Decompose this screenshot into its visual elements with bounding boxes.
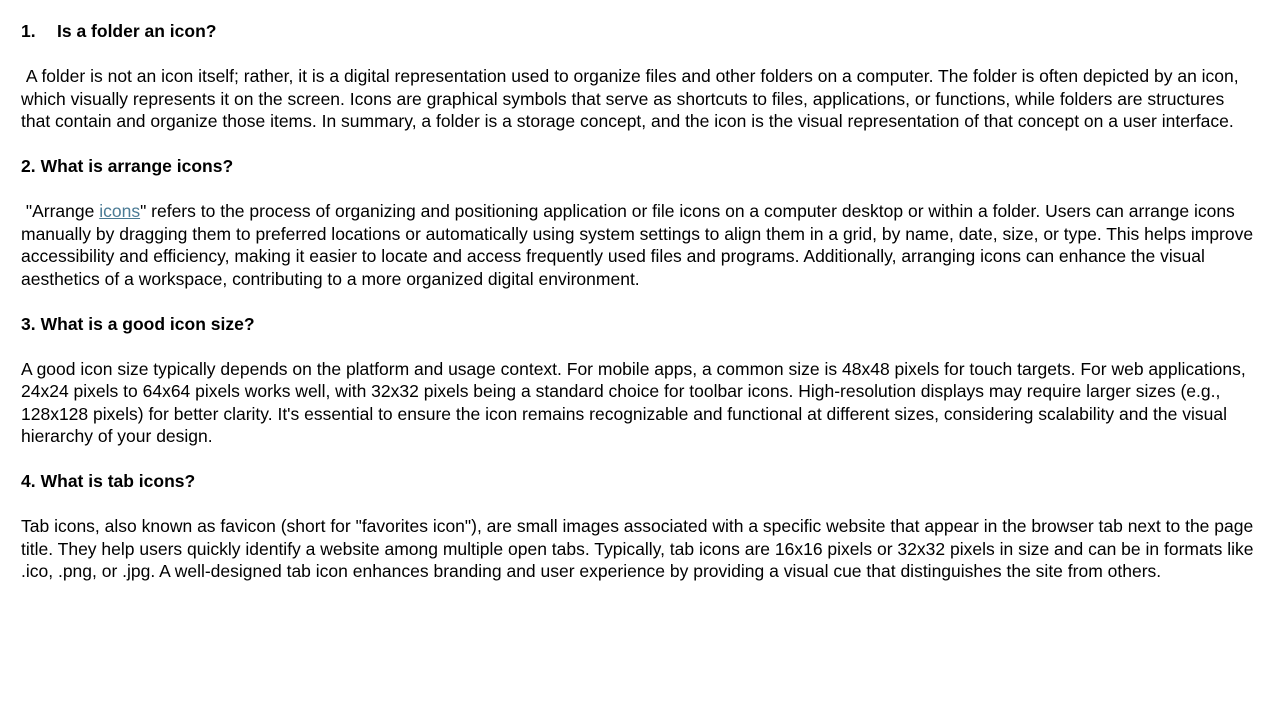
question-heading-3 [21,313,1258,336]
question-text-4: What is tab icons? [40,471,196,491]
question-heading-2 [21,155,1258,178]
question-text-3: What is a good icon size? [40,313,255,334]
question-number-2: 2. [21,156,36,176]
icons-link[interactable]: icons [99,201,141,221]
faq-item-2 [21,155,1258,290]
question-number-3: 3. [21,313,36,334]
answer-text-3: A good icon size typically depends on the platform and usage context. For mobile apps, a common size is 48x48 pixels for touch targets. For web applications, 24x24 pixels to 64x64 pixels works well, with 32x32 pixels being a standard choice for toolbar icons. High-resolution displays may require larger sizes (e.g., 128x128 pixels) for better clarity. It's essential to ensure the icon remains recognizable and functional at different sizes, considering scalability and the visual hierarchy of your design. [21,358,1246,446]
answer-text-2-after: " refers to the process of organizing and positioning application or file icons on a computer desktop or within a folder. Users can arrange icons manually by dragging them to preferred locations or automatically using system settings to align them in a grid, by name, date, size, or type. This helps improve accessibility and efficiency, making it easier to locate and access frequently used files and programs. Additionally, arranging icons can enhance the visual aesthetics of a workspace, contributing to a more organized digital environment. [21,201,1258,289]
faq-item-4 [21,470,1258,583]
question-number-4: 4. [21,471,36,491]
answer-text-1: A folder is not an icon itself; rather, it is a digital representation used to organize files and other folders on a computer. The folder is often depicted by an icon, which visually represents it on the screen. Icons are graphical symbols that serve as shortcuts to files, applications, or functions, while folders are structures that contain and organize those items. In summary, a folder is a storage concept, and the icon is the visual representation of that concept on a user interface. [21,66,1244,131]
answer-text-2 [21,200,1258,290]
faq-item-1 [21,20,1258,133]
answer-text-4: Tab icons, also known as favicon (short for "favorites icon"), are small images associated with a specific website that appear in the browser tab next to the page title. They help users quickly identify a website among multiple open tabs. Typically, tab icons are 16x16 pixels or 32x32 pixels in size and can be in formats like .ico, .png, or .jpg. A well-designed tab icon enhances branding and user experience by providing a visual cue that distinguishes the site from others. [21,516,1254,581]
question-text-2: What is arrange icons? [40,156,234,176]
faq-item-3 [21,313,1258,448]
question-number-1: 1. [21,21,36,41]
question-heading-4 [21,470,1258,493]
question-text-1: Is a folder an icon? [57,21,217,41]
answer-text-2-before: "Arrange [21,201,100,221]
question-heading-1 [21,20,1258,43]
